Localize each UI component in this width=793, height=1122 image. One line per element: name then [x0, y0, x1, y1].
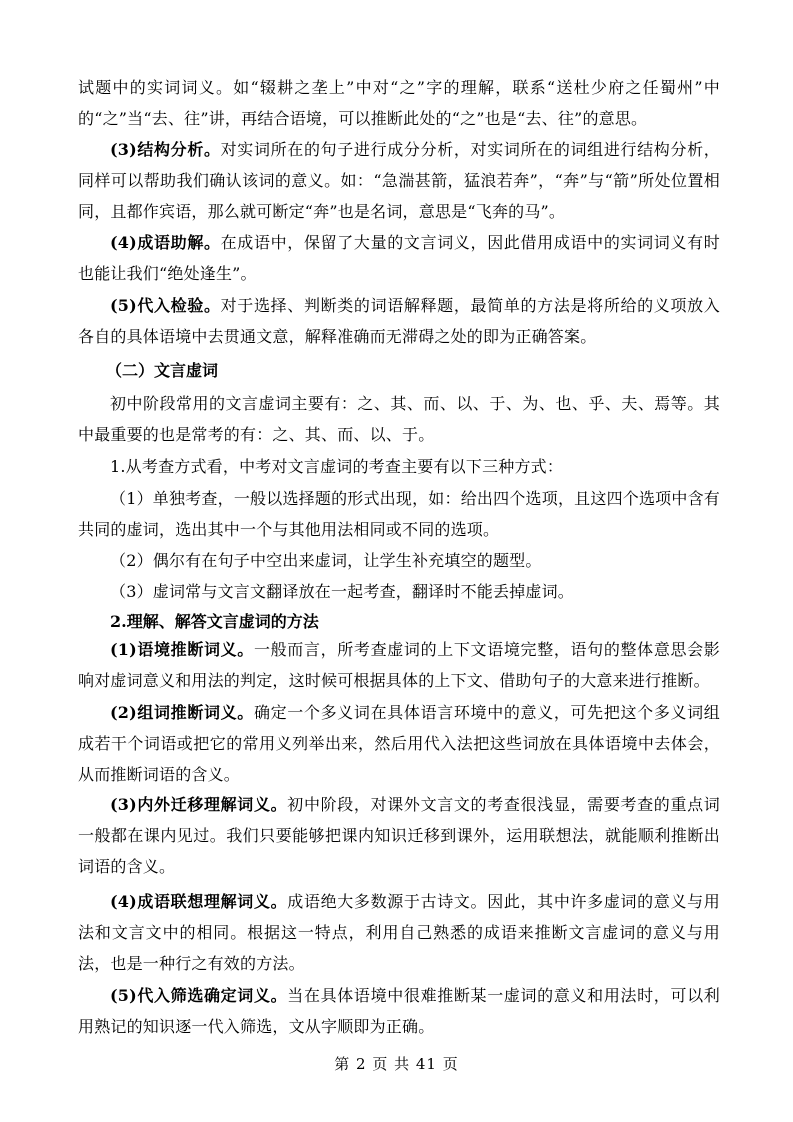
- paragraph-common-function-words: 初中阶段常用的文言虚词主要有：之、其、而、以、于、为、也、乎、夫、焉等。其中最重要的也是常考的有：之、其、而、以、于。: [78, 394, 720, 444]
- paragraph-knowledge-transfer: (3)内外迁移理解词义。初中阶段，对课外文言文的考查很浅显，需要考查的重点词一般都在课内见过。我们只要能够把课内知识迁移到课外，运用联想法，就能顺利推断出词语的含义。: [78, 795, 720, 876]
- paragraph-idiom-association: (4)成语联想理解词义。成语绝大多数源于古诗文。因此，其中许多虚词的意义与用法和文言文中的相同。根据这一特点，利用自己熟悉的成语来推断文言虚词的意义与用法，也是一种行之有效的方法。: [78, 892, 720, 973]
- paragraph-idiom-help: (4)成语助解。在成语中，保留了大量的文言词义，因此借用成语中的实词词义有时也能让我们“绝处逢生”。: [78, 233, 720, 283]
- paragraph-word-formation: (2)组词推断词义。确定一个多义词在具体语言环境中的意义，可先把这个多义词组成若干个词语或把它的常用义列举出来，然后用代入法把这些词放在具体语境中去体会，从而推断词语的含义。: [78, 703, 720, 784]
- section-heading: （二）文言虚词: [106, 361, 219, 380]
- page-number-footer: 第 2 页 共 41 页: [334, 1055, 459, 1073]
- paragraph-method-3: （3）虚词常与文言文翻译放在一起考查，翻译时不能丢掉虚词。: [110, 582, 574, 601]
- paragraph-substitution-selection: (5)代入筛选确定词义。当在具体语境中很难推断某一虚词的意义和用法时，可以利用熟记的知识逐一代入筛选，文从字顺即为正确。: [78, 986, 720, 1036]
- paragraph-substitution-check: (5)代入检验。对于选择、判断类的词语解释题，最简单的方法是将所给的义项放入各自的具体语境中去贯通文意，解释准确而无滞碍之处的即为正确答案。: [78, 296, 720, 346]
- paragraph-method-1: （1）单独考查，一般以选择题的形式出现，如：给出四个选项，且这四个选项中含有共同的虚词，选出其中一个与其他用法相同或不同的选项。: [78, 489, 720, 539]
- paragraph-context-inference: (1)语境推断词义。一般而言，所考查虚词的上下文语境完整，语句的整体意思会影响对虚词意义和用法的判定，这时候可根据具体的上下文、借助句子的大意来进行推断。: [78, 640, 720, 690]
- paragraph-exam-methods: 1.从考查方式看，中考对文言虚词的考查主要有以下三种方式：: [110, 457, 564, 476]
- paragraph-continued: 试题中的实词词义。如“辍耕之垄上”中对“之”字的理解，联系“送杜少府之任蜀州”中的“之”当“去、往”讲，再结合语境，可以推断此处的“之”也是“去、往”的意思。: [78, 78, 720, 128]
- paragraph-structure-analysis: (3)结构分析。对实词所在的句子进行成分分析，对实词所在的词组进行结构分析，同样可以帮助我们确认该词的意义。如：“急湍甚箭，猛浪若奔”，“奔”与“箭”所处位置相同，且都作宾语，那么就可断定“奔”也是名词，意思是“飞奔的马”。: [78, 140, 720, 221]
- paragraph-method-2: （2）偶尔有在句子中空出来虚词，让学生补充填空的题型。: [110, 551, 542, 570]
- subsection-heading: 2.理解、解答文言虚词的方法: [110, 612, 319, 631]
